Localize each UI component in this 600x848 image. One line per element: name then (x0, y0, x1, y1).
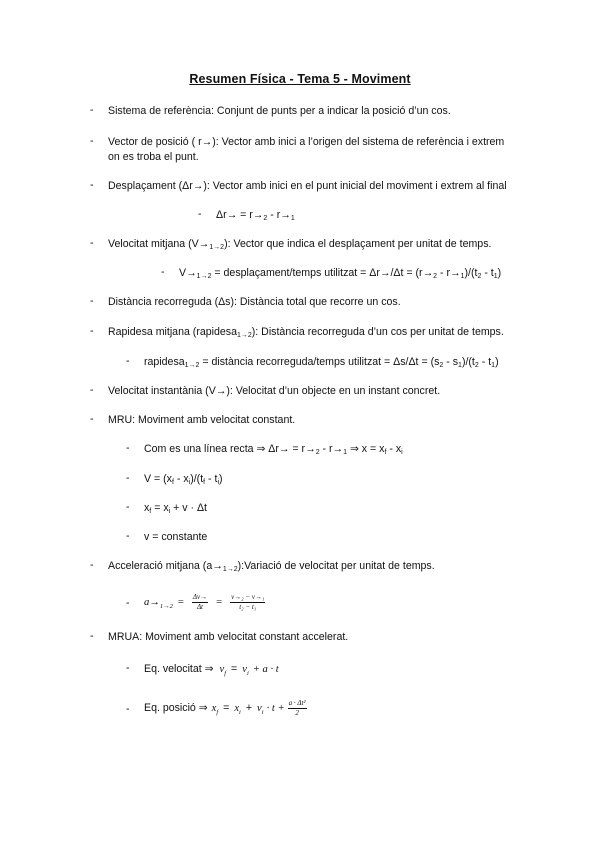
item-sistema: Sistema de referència: Conjunt de punts per a indicar la posició d’un cos. (108, 105, 451, 117)
fraction-dv-dt: $\frac{\Delta v\to}{\Delta t}$ (192, 593, 208, 612)
bullet-dash: - (90, 237, 94, 249)
bullet-dash: - (126, 501, 130, 513)
bullet-dash: - (90, 413, 94, 425)
item-vector-posicio: Vector de posició ( r→): Vector amb inici a l’origen del sistema de referència i extrem (108, 136, 505, 148)
bullet-dash: - (198, 208, 202, 220)
bullet-dash: - (126, 355, 130, 367)
item-velocitat-instantania: Velocitat instantània (V→): Velocitat d’un objecte en un instant concret. (108, 385, 441, 397)
mru-velocitat: $V = (x_f - x_i)/(t_f - t_i)$ (144, 473, 223, 486)
fraction-a-dt2-over-2: $\frac{\text{a · Δt²}}{2}$ (288, 698, 306, 717)
item-vector-posicio-cont: on es troba el punt. (108, 151, 199, 163)
bullet-dash: - (90, 135, 94, 147)
item-velocitat-mitjana: Velocitat mitjana $(V\to_{1\to 2})$: Vector que indica el desplaçament per unitat de temps. (108, 238, 492, 251)
bullet-dash: - (126, 530, 130, 542)
bullet-dash: - (90, 325, 94, 337)
formula-acceleracio: $a\to_{1\to 2}$ = $\frac{\Delta v\to}{\Delta t}$ = $\frac{\text{v→₂ − v→₁}}{\text{t₂ − t₁}}$ (144, 593, 265, 612)
item-mrua: MRUA: Moviment amb velocitat constant accelerat. (108, 631, 349, 643)
mrua-eq-velocitat: Eq. velocitat ⇒ $v_f = v_i + a \cdot t$ (144, 663, 279, 677)
formula-rapidesa: rapidesa$_{1\to 2}$ = distància recorreguda/temps utilitzat = $\Delta s/\Delta t = (s_2 - s_1)/(t_2 - t_1)$ (144, 356, 499, 369)
formula-desplacament: $\Delta r\to = r\to_2 - r\to_1$ (216, 209, 295, 222)
bullet-dash: - (90, 104, 94, 116)
bullet-dash: - (90, 179, 94, 191)
bullet-dash: - (90, 295, 94, 307)
bullet-dash: - (126, 597, 130, 609)
bullet-dash: - (90, 630, 94, 642)
item-rapidesa: Rapidesa mitjana (rapidesa$_{1\to 2}$): Distància recorreguda d’un cos per unitat de temps. (108, 326, 504, 339)
item-mru: MRU: Moviment amb velocitat constant. (108, 414, 296, 426)
item-distancia: Distància recorreguda (Δs): Distància total que recorre un cos. (108, 296, 401, 308)
fraction-v-t: $\frac{\text{v→₂ − v→₁}}{\text{t₂ − t₁}}$ (231, 593, 265, 612)
bullet-dash: - (161, 266, 165, 278)
mru-line-recta: Com es una línea recta ⇒ $\Delta r\to = r\to_2 - r\to_1$ ⇒ $x = x_f - x_i$ (144, 443, 403, 456)
bullet-dash: - (126, 442, 130, 454)
page-title: Resumen Física - Tema 5 - Moviment (189, 72, 411, 86)
bullet-dash: - (90, 559, 94, 571)
mru-constante: v = constante (144, 531, 208, 543)
mrua-eq-posicio: Eq. posició ⇒ $x_f = x_i + v_i \cdot t$ + $\frac{\text{a · Δt²}}{2}$ (144, 698, 306, 717)
bullet-dash: - (90, 384, 94, 396)
item-desplacament: Desplaçament (Δr→): Vector amb inici en el punt inicial del moviment i extrem al final (108, 180, 507, 192)
formula-velocitat-mitjana: $V\to_{1\to 2}$ = desplaçament/temps utilitzat = $\Delta r\to/\Delta t = (r\to_2 - r\to_1)/(t_2 - t_1)$ (179, 267, 502, 280)
bullet-dash: - (126, 662, 130, 674)
bullet-dash: - (126, 703, 130, 715)
bullet-dash: - (126, 472, 130, 484)
item-acceleracio: Acceleració mitjana $(a\to_{1\to 2}):Variació$ de velocitat per unitat de temps. (108, 560, 435, 573)
mru-posicio: $x_f = x_i + v \cdot \Delta t$ (144, 502, 207, 515)
